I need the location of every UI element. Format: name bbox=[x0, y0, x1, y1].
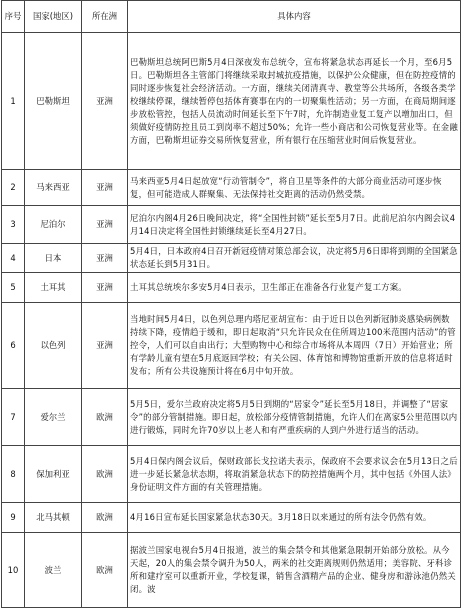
row-index: 1 bbox=[2, 33, 25, 170]
row-country: 尼泊尔 bbox=[25, 206, 82, 244]
row-index: 9 bbox=[2, 503, 25, 533]
table-row bbox=[2, 244, 461, 273]
row-content: 5月5日，爱尔兰政府决定将5月5日到期的“居家令”延长至5月18日，并调整了“居家令”的部分管制措施。即日起，放松部分疫情管制措施，允许人们在离家5公里范围以内进行锻炼，同时允许70岁以上老人和有严重疾病的人到户外进行适当的活动。 bbox=[128, 389, 461, 446]
table-row bbox=[2, 273, 461, 303]
row-region: 亚洲 bbox=[82, 206, 128, 244]
table-row bbox=[2, 389, 461, 446]
header-country: 国家(地区) bbox=[25, 1, 82, 33]
row-country: 北马其顿 bbox=[25, 503, 82, 533]
row-region: 欧洲 bbox=[82, 446, 128, 503]
row-region: 亚洲 bbox=[82, 273, 128, 303]
row-content: 4月16日宣布延长国家紧急状态30天。3月18日以来通过的所有法令仍然有效。 bbox=[128, 503, 461, 533]
row-region: 欧洲 bbox=[82, 503, 128, 533]
row-country: 日本 bbox=[25, 244, 82, 273]
row-country: 保加利亚 bbox=[25, 446, 82, 503]
row-country: 爱尔兰 bbox=[25, 389, 82, 446]
row-content: 5月4日，日本政府4日召开新冠疫情对策总部会议，决定将5月6日即将到期的全国紧急状态延长到5月31日。 bbox=[128, 244, 461, 273]
row-index: 4 bbox=[2, 244, 25, 273]
table-row bbox=[2, 170, 461, 206]
row-region: 欧洲 bbox=[82, 533, 128, 608]
row-country: 波兰 bbox=[25, 533, 82, 608]
table-header-row bbox=[2, 1, 461, 33]
row-content: 马来西亚5月4日起放宽“行动管制令”，将自卫星等条件的大部分商业活动可逐步恢复，但可能造成人群聚集、无法保持社交距离的活动仍然受禁。 bbox=[128, 170, 461, 206]
row-region: 亚洲 bbox=[82, 244, 128, 273]
header-content: 具体内容 bbox=[128, 1, 461, 33]
row-content: 土耳其总统埃尔多安5月4日表示，卫生部正在准备各行业复产复工方案。 bbox=[128, 273, 461, 303]
row-index: 7 bbox=[2, 389, 25, 446]
row-content: 5月4日保内阁会议后，保财政部长戈拉诺夫表示，保政府不会要求议会在5月13日之后进一步延长紧急状态期，将取消紧急状态下的防控措施两个月，其中包括《外国人法》身份证明文件方面的有关管理措施。 bbox=[128, 446, 461, 503]
row-index: 10 bbox=[2, 533, 25, 608]
measures-table bbox=[1, 0, 461, 608]
row-index: 6 bbox=[2, 303, 25, 389]
row-region: 亚洲 bbox=[82, 33, 128, 170]
row-content: 据波兰国家电视台5月4日报道，波兰的集会禁令和其他紧急限制开始部分放松。从今天起，20人的集会禁令调升为50人，两米的社交距离规则仍然适用；美容院、牙科诊所和建疗室可以重新开业，学校复课，销售含酒精产品的企业、健身房和游泳池仍然关闭。波 bbox=[128, 533, 461, 608]
table-row bbox=[2, 206, 461, 244]
header-region: 所在洲 bbox=[82, 1, 128, 33]
table-row bbox=[2, 503, 461, 533]
row-region: 亚洲 bbox=[82, 303, 128, 389]
row-country: 以色列 bbox=[25, 303, 82, 389]
row-content: 当地时间5月4日，以色列总理内塔尼亚胡宣布：由于近日以色列新冠肺炎感染病例数持续下降，疫情趋于缓和，即日起取消“只允许民众在住所周边100米范围内活动”的管控令，人们可以自由出行；大型购物中心和综合市场将从本周四（7日）开始营业；所有学龄儿童有望在5月底返回学校；有关公园、体育馆和博物馆重新开放的信息将适时发布；所有公共设施预计将在6月中旬开放。 bbox=[128, 303, 461, 389]
row-index: 5 bbox=[2, 273, 25, 303]
row-country: 土耳其 bbox=[25, 273, 82, 303]
table-row bbox=[2, 303, 461, 389]
row-content: 尼泊尔内阁4月26日晚间决定，将“全国性封锁”延长至5月7日。此前尼泊尔内阁会议4月14日决定将全国性封锁继续延长至4月27日。 bbox=[128, 206, 461, 244]
row-region: 亚洲 bbox=[82, 170, 128, 206]
row-country: 巴勒斯坦 bbox=[25, 33, 82, 170]
row-content: 巴勒斯坦总统阿巴斯5月4日深夜发布总统令，宣布将紧急状态再延长一个月，至6月5日。巴勒斯坦各主管部门将继续采取封城抗疫措施，以保护公众健康，但在防控疫情的同时逐步恢复社会经济活动。一方面，继续关闭清真寺、教堂等公共场所，各级各类学校继续停课，继续暂停包括体育赛事在内的一切聚集性活动；另一方面，在商局期间逐步放松管控，包括人员流动时间延长至下午7时，允许制造业复工复产以增加出口，但须做好疫情防控且员工到岗率不超过50%；允许一些小商店和公司恢复营业等。在金融方面，巴勒斯坦证券交易所恢复营业，所有银行在压缩营业时间后恢复营业。 bbox=[128, 33, 461, 170]
row-index: 2 bbox=[2, 170, 25, 206]
table-row bbox=[2, 33, 461, 170]
header-index: 序号 bbox=[2, 1, 25, 33]
row-region: 欧洲 bbox=[82, 389, 128, 446]
row-country: 马来西亚 bbox=[25, 170, 82, 206]
row-index: 3 bbox=[2, 206, 25, 244]
table-row bbox=[2, 533, 461, 608]
table-row bbox=[2, 446, 461, 503]
row-index: 8 bbox=[2, 446, 25, 503]
